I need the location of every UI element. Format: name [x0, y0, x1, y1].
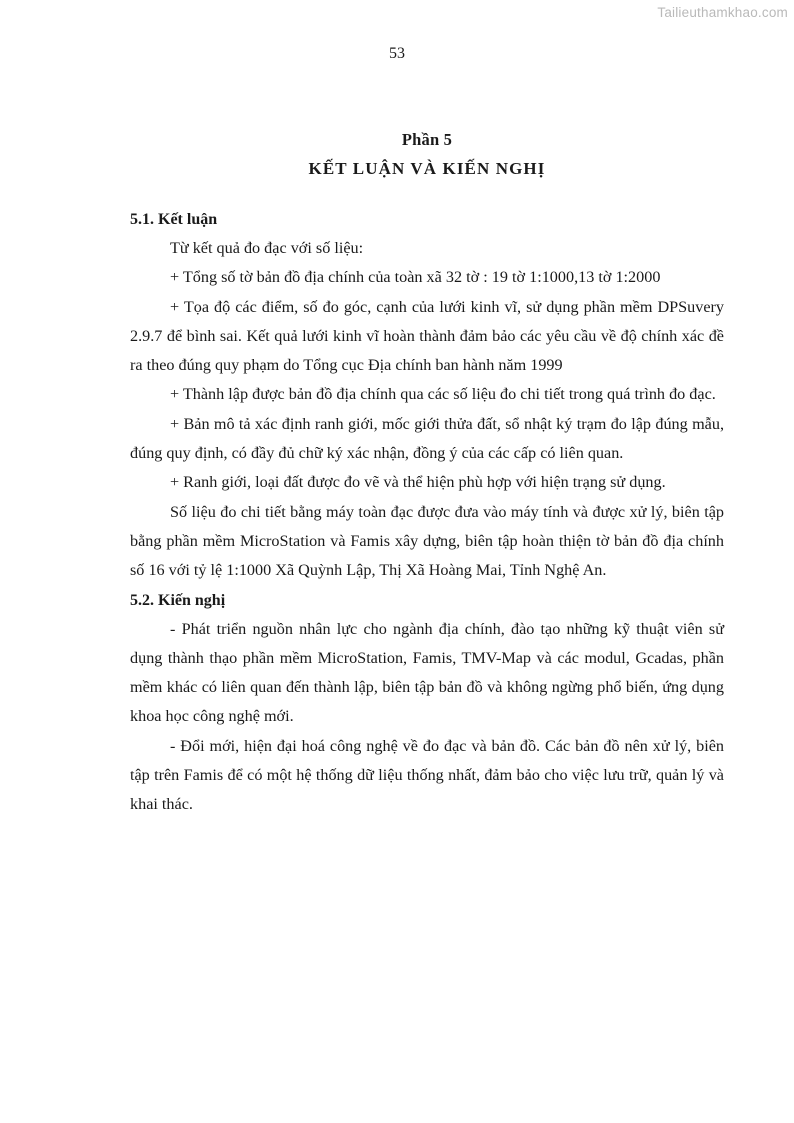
chapter-title: KẾT LUẬN VÀ KIẾN NGHỊ [308, 159, 546, 178]
paragraph: Từ kết quả đo đạc với số liệu: [170, 239, 364, 257]
paragraph: + Thành lập được bản đồ địa chính qua các số liệu đo chi tiết trong quá trình đo đạc. [170, 385, 716, 404]
paragraph: + Tọa độ các điểm, số đo góc, cạnh của lưới kinh vĩ, sử dụng phần mềm DPSuvery 2.9.7 để bình sai. Kết quả lưới kinh vĩ hoàn thành đảm bảo các yêu cầu về độ chính xác đề ra theo đúng quy phạm do Tổng cục Địa chính ban hành năm 1999 [130, 297, 724, 375]
paragraph: - Đổi mới, hiện đại hoá công nghệ về đo đạc và bản đồ. Các bản đồ nên xử lý, biên tập trên Famis để có một hệ thống dữ liệu thống nhất, đảm bảo cho việc lưu trữ, quản lý và khai thác. [130, 736, 724, 814]
paragraph: + Tổng số tờ bản đồ địa chính của toàn xã 32 tờ : 19 tờ 1:1000,13 tờ 1:2000 [170, 268, 661, 287]
page-content [130, 125, 724, 820]
watermark-text: Tailieuthamkhao.com [657, 5, 788, 20]
paragraph: + Bản mô tả xác định ranh giới, mốc giới thửa đất, sổ nhật ký trạm đo lập đúng mẫu, đúng quy định, có đầy đủ chữ ký xác nhận, đồng ý của các cấp có liên quan. [130, 414, 724, 463]
paragraph: Số liệu đo chi tiết bằng máy toàn đạc được đưa vào máy tính và được xử lý, biên tập bằng phần mềm MicroStation và Famis xây dựng, biên tập hoàn thiện tờ bản đồ địa chính số 16 với tỷ lệ 1:1000 Xã Quỳnh Lập, Thị Xã Hoàng Mai, Tỉnh Nghệ An. [130, 502, 724, 580]
paragraph: - Phát triển nguồn nhân lực cho ngành địa chính, đào tạo những kỹ thuật viên sử dụng thành thạo phần mềm MicroStation, Famis, TMV-Map và các modul, Gcadas, phần mềm khác có liên quan đến thành lập, biên tập bản đồ và không ngừng phổ biến, ứng dụng khoa học công nghệ mới. [130, 619, 724, 726]
spacer [130, 183, 724, 205]
section-heading-5-2: 5.2. Kiến nghị [130, 591, 226, 609]
page-number: 53 [389, 45, 405, 62]
paragraph: + Ranh giới, loại đất được đo vẽ và thể hiện phù hợp với hiện trạng sử dụng. [170, 473, 666, 492]
section-heading-5-1: 5.1. Kết luận [130, 211, 218, 228]
part-heading: Phần 5 [401, 130, 453, 149]
